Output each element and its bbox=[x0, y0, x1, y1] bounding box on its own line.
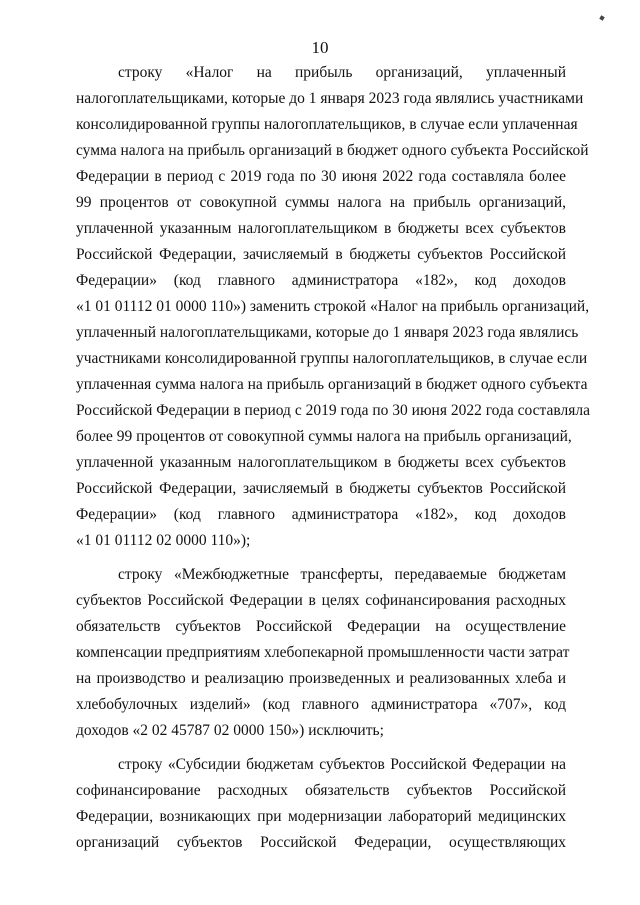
text-line: хлебобулочных изделий» (код главного администратора «707», код bbox=[76, 696, 566, 713]
text-line: доходов «2 02 45787 02 0000 150») исключить; bbox=[76, 722, 384, 739]
text-line: Российской Федерации, зачисляемый в бюджеты субъектов Российской bbox=[76, 246, 566, 263]
text-line: строку «Субсидии бюджетам субъектов Российской Федерации на bbox=[118, 756, 566, 773]
paragraph-subsidies bbox=[76, 752, 566, 856]
text-line: участниками консолидированной группы налогоплательщиков, в случае если bbox=[76, 350, 588, 367]
text-line: уплаченной указанным налогоплательщиком в бюджеты всех субъектов bbox=[76, 220, 566, 237]
text-line: Федерации в период с 2019 года по 30 июня 2022 года составляла более bbox=[76, 168, 566, 185]
text-line: строку «Налог на прибыль организаций, уплаченный bbox=[118, 64, 566, 81]
text-line: организаций субъектов Российской Федерации, осуществляющих bbox=[76, 834, 566, 851]
text-line: «1 01 01112 01 0000 110») заменить строкой «Налог на прибыль организаций, bbox=[76, 298, 590, 315]
text-line: сумма налога на прибыль организаций в бюджет одного субъекта Российской bbox=[76, 142, 589, 159]
text-line: уплаченная сумма налога на прибыль организаций в бюджет одного субъекта bbox=[76, 376, 588, 393]
text-line: Федерации» (код главного администратора «182», код доходов bbox=[76, 506, 566, 523]
text-line: строку «Межбюджетные трансферты, передаваемые бюджетам bbox=[118, 566, 566, 583]
text-line: консолидированной группы налогоплательщиков, в случае если уплаченная bbox=[76, 116, 578, 133]
text-line: уплаченной указанным налогоплательщиком в бюджеты всех субъектов bbox=[76, 454, 566, 471]
text-line: 99 процентов от совокупной суммы налога на прибыль организаций, bbox=[76, 194, 566, 211]
page-number: 10 bbox=[311, 38, 329, 57]
paragraph-profit-tax bbox=[76, 60, 590, 554]
text-line: налогоплательщиками, которые до 1 января 2023 года являлись участниками bbox=[76, 90, 584, 107]
text-line: более 99 процентов от совокупной суммы налога на прибыль организаций, bbox=[76, 428, 572, 445]
scan-mark bbox=[599, 15, 604, 20]
document-body bbox=[76, 60, 590, 856]
text-line: Федерации» (код главного администратора «182», код доходов bbox=[76, 272, 566, 289]
text-line: «1 01 01112 02 0000 110»); bbox=[76, 532, 251, 549]
text-line: Российской Федерации, зачисляемый в бюджеты субъектов Российской bbox=[76, 480, 566, 497]
text-line: компенсации предприятиям хлебопекарной промышленности части затрат bbox=[76, 644, 570, 661]
text-line: субъектов Российской Федерации в целях софинансирования расходных bbox=[76, 592, 566, 609]
paragraph-interbudget-transfers bbox=[76, 562, 570, 744]
text-line: софинансирование расходных обязательств субъектов Российской bbox=[76, 782, 566, 799]
text-line: обязательств субъектов Российской Федерации на осуществление bbox=[76, 618, 566, 635]
text-line: уплаченный налогоплательщиками, которые до 1 января 2023 года являлись bbox=[76, 324, 579, 341]
text-line: Федерации, возникающих при модернизации лабораторий медицинских bbox=[76, 808, 566, 825]
text-line: на производство и реализацию произведенных и реализованных хлеба и bbox=[76, 670, 566, 687]
text-line: Российской Федерации в период с 2019 года по 30 июня 2022 года составляла bbox=[76, 402, 590, 419]
